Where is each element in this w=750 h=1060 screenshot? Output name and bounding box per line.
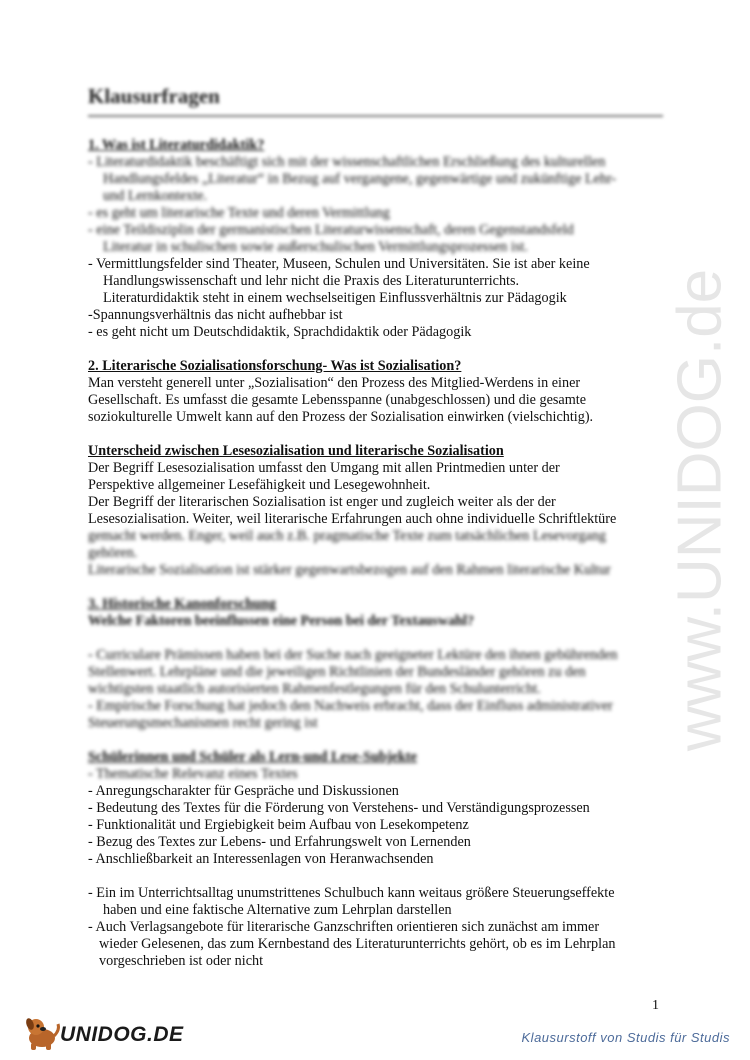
text-line: - Anschließbarkeit an Interessenlagen von Heranwachsenden bbox=[88, 851, 434, 867]
footer-tagline: Klausurstoff von Studis für Studis bbox=[521, 1030, 730, 1045]
text-line: - Auch Verlagsangebote für literarische Ganzschriften orientieren sich zunächst am immer bbox=[88, 919, 600, 935]
text-line: soziokulturelle Umwelt kann auf den Prozess der Sozialisation einwirken (vielschichtig). bbox=[88, 409, 594, 425]
text-line: - Anregungscharakter für Gespräche und Diskussionen bbox=[88, 783, 399, 799]
text-line: - Ein im Unterrichtsalltag unumstrittenes Schulbuch kann weitaus größere Steuerungseffekte bbox=[88, 885, 615, 901]
title-divider bbox=[88, 115, 663, 117]
text-line: - Vermittlungsfelder sind Theater, Museen, Schulen und Universitäten. Sie ist aber keine bbox=[88, 256, 590, 272]
text-line: wieder Gelesenen, das zum Kernbestand des Literaturunterrichts gehört, ob es im Lehrplan bbox=[99, 936, 616, 952]
text-line: - Curriculare Prämissen haben bei der Suche nach geeigneter Lektüre den ihnen gebührenden bbox=[88, 647, 618, 663]
text-line: - Bedeutung des Textes für die Förderung von Verstehens- und Verständigungsprozessen bbox=[88, 800, 590, 816]
text-line: Handlungswissenschaft und lehr nicht die Praxis des Literaturunterrichts. bbox=[103, 273, 520, 289]
text-line: Unterscheid zwischen Lesesozialisation und literarische Sozialisation bbox=[88, 443, 504, 459]
text-line: Literaturdidaktik steht in einem wechselseitigen Einflussverhältnis zur Pädagogik bbox=[103, 290, 567, 306]
text-line: und Lernkontexte. bbox=[103, 188, 208, 204]
text-line: - Literaturdidaktik beschäftigt sich mit der wissenschaftlichen Erschließung des kulturellen bbox=[88, 154, 606, 170]
text-line: 2. Literarische Sozialisationsforschung- Was ist Sozialisation? bbox=[88, 358, 462, 374]
text-line: - Funktionalität und Ergiebigkeit beim Aufbau von Lesekompetenz bbox=[88, 817, 469, 833]
text-line: wichtigsten staatlich autorisierten Rahmenfestlegungen für den Schulunterricht. bbox=[88, 681, 541, 697]
text-line: Literatur in schulischen sowie außerschulischen Vermittlungsprozessen ist. bbox=[103, 239, 528, 255]
text-line: - Thematische Relevanz eines Textes bbox=[88, 766, 298, 782]
watermark bbox=[660, 250, 740, 770]
text-line: 3. Historische Kanonforschung bbox=[88, 596, 276, 612]
logo-wordmark: UNIDOG.DE bbox=[60, 1023, 184, 1046]
text-line: Der Begriff der literarischen Sozialisation ist enger und zugleich weiter als der der bbox=[88, 494, 556, 510]
text-line: Schülerinnen und Schüler als Lern-und Lese-Subjekte bbox=[88, 749, 417, 765]
text-line: - Empirische Forschung hat jedoch den Nachweis erbracht, dass der Einfluss administrativer bbox=[88, 698, 613, 714]
page-number: 1 bbox=[652, 998, 659, 1013]
text-line: gehören. bbox=[88, 545, 138, 561]
text-line: -Spannungsverhältnis das nicht aufhebbar ist bbox=[88, 307, 343, 323]
text-line: Handlungsfeldes „Literatur“ in Bezug auf vergangene, gegenwärtige und zukünftige Lehr- bbox=[103, 171, 617, 187]
text-line: Man versteht generell unter „Sozialisation“ den Prozess des Mitglied-Werdens in einer bbox=[88, 375, 581, 391]
text-line: Steuerungsmechanismen recht gering ist bbox=[88, 715, 318, 731]
text-line: - es geht nicht um Deutschdidaktik, Sprachdidaktik oder Pädagogik bbox=[88, 324, 472, 340]
text-line: Perspektive allgemeiner Lesefähigkeit und Lesegewohnheit. bbox=[88, 477, 431, 493]
text-line: Welche Faktoren beeinflussen eine Person bei der Textauswahl? bbox=[88, 613, 475, 629]
text-line: - es geht um literarische Texte und deren Vermittlung bbox=[88, 205, 390, 221]
text-line: Stellenwert. Lehrpläne und die jeweiligen Richtlinien der Bundesländer gehören zu den bbox=[88, 664, 586, 680]
text-line: - eine Teildisziplin der germanistischen Literaturwissenschaft, deren Gegenstandsfeld bbox=[88, 222, 574, 238]
page-title: Klausurfragen bbox=[88, 84, 220, 108]
text-line: vorgeschrieben ist oder nicht bbox=[99, 953, 264, 969]
text-line: - Bezug des Textes zur Lebens- und Erfahrungswelt von Lernenden bbox=[88, 834, 471, 850]
text-line: Der Begriff Lesesozialisation umfasst den Umgang mit allen Printmedien unter der bbox=[88, 460, 560, 476]
watermark-text: www.UNIDOG.de bbox=[665, 268, 735, 752]
text-line: haben und eine faktische Alternative zum Lehrplan darstellen bbox=[103, 902, 452, 918]
text-line: 1. Was ist Literaturdidaktik? bbox=[88, 137, 265, 153]
text-line: gemacht werden. Enger, weil auch z.B. pragmatische Texte zum tatsächlichen Lesevorgang bbox=[88, 528, 606, 544]
text-line: Lesesozialisation. Weiter, weil literarische Erfahrungen auch ohne individuelle Schriftlektüre bbox=[88, 511, 617, 527]
text-line: Gesellschaft. Es umfasst die gesamte Lebensspanne (unabgeschlossen) und die gesamte bbox=[88, 392, 586, 408]
text-line: Literarische Sozialisation ist stärker gegenwartsbezogen auf den Rahmen literarische Kultur bbox=[88, 562, 611, 578]
